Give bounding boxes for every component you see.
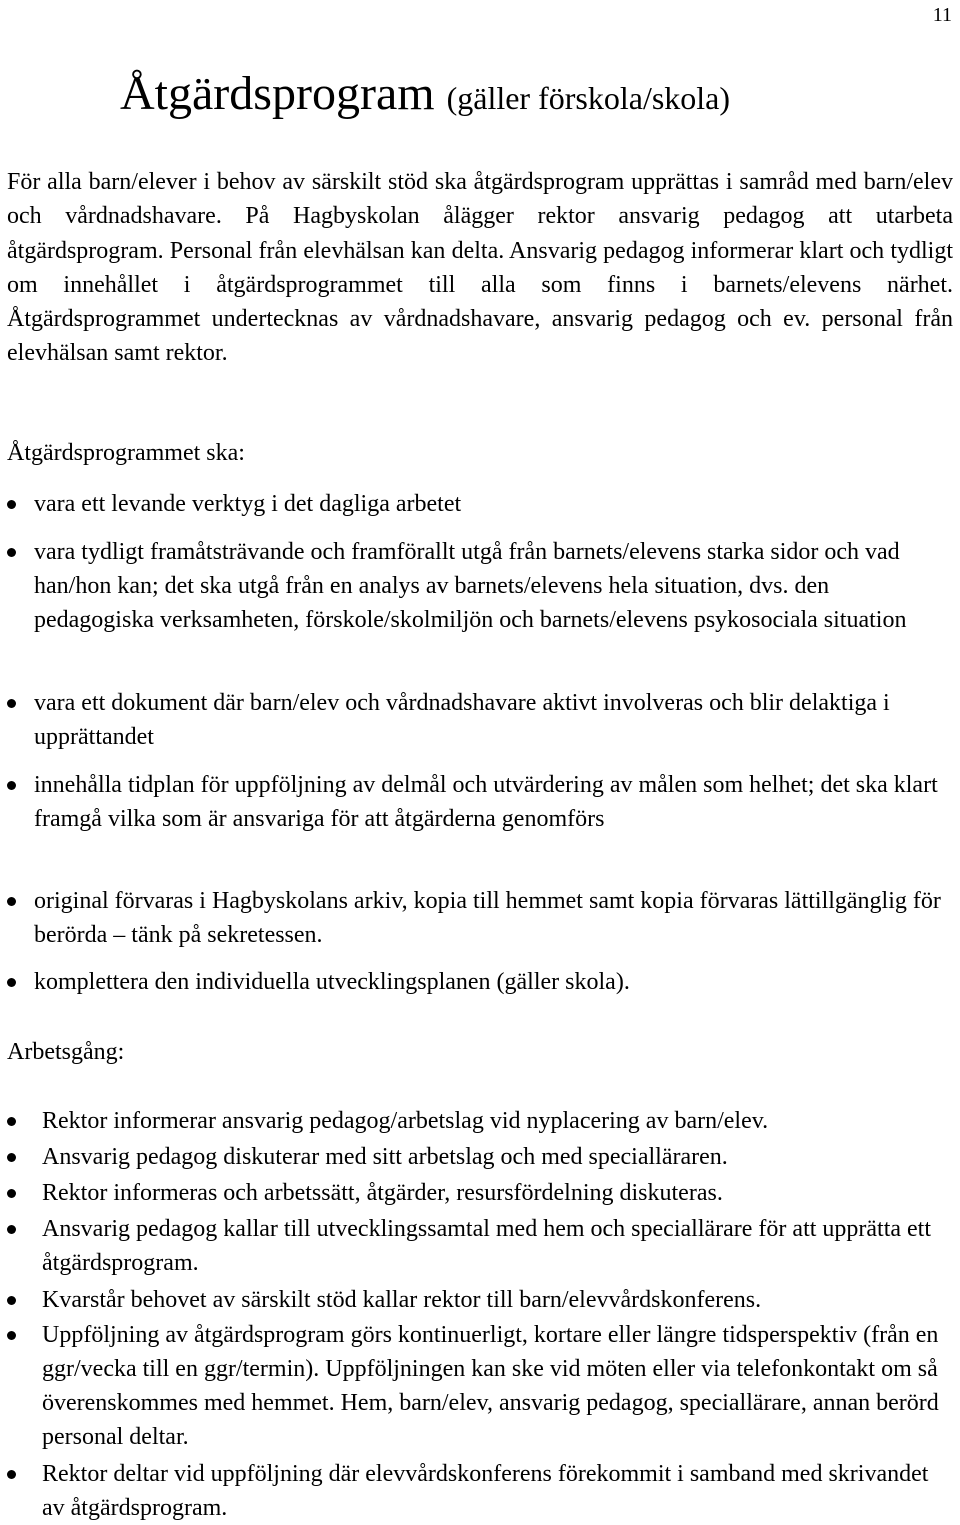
bullet-icon — [7, 500, 16, 509]
bullet-icon — [7, 781, 16, 790]
bullet-icon — [7, 1153, 16, 1162]
bullet-icon — [7, 1117, 16, 1126]
page-title — [120, 68, 730, 121]
title-main: Åtgärdsprogram — [120, 67, 435, 120]
list-item: Uppföljning av åtgärdsprogram görs kontinuerligt, kortare eller längre tidsperspektiv (från en ggr/vecka till en ggr/termin). Uppföljningen kan ske vid möten eller via telefonkontakt om så överenskommes med hemmet. Hem, barn/elev, ansvarig pedagog, speciallärare, annan berörd personal deltar. — [0, 1318, 955, 1454]
list-item: original förvaras i Hagbyskolans arkiv, kopia till hemmet samt kopia förvaras lättillgänglig för berörda – tänk på sekretessen. — [0, 884, 955, 952]
page-number: 11 — [932, 4, 952, 26]
list-item: Rektor deltar vid uppföljning där elevvårdskonferens förekommit i samband med skrivandet av åtgärdsprogram. — [0, 1457, 955, 1525]
bullet-icon — [7, 978, 16, 987]
list-item: Ansvarig pedagog diskuterar med sitt arbetslag och med specialläraren. — [0, 1140, 728, 1174]
list-item: Kvarstår behovet av särskilt stöd kallar rektor till barn/elevvårdskonferens. — [0, 1283, 761, 1317]
bullet-icon — [7, 699, 16, 708]
section-heading-arbetsgang: Arbetsgång: — [7, 1039, 125, 1065]
list-item: innehålla tidplan för uppföljning av delmål och utvärdering av målen som helhet; det ska klart framgå vilka som är ansvariga för att åtgärderna genomförs — [0, 768, 955, 836]
list-item: komplettera den individuella utvecklingsplanen (gäller skola). — [0, 965, 630, 999]
bullet-icon — [7, 1296, 16, 1305]
list-item: Rektor informeras och arbetssätt, åtgärder, resursfördelning diskuteras. — [0, 1176, 723, 1210]
bullet-icon — [7, 1225, 16, 1234]
list-item: Ansvarig pedagog kallar till utvecklingssamtal med hem och speciallärare för att upprätta ett åtgärdsprogram. — [0, 1212, 955, 1280]
list-item: vara ett levande verktyg i det dagliga arbetet — [0, 487, 461, 521]
bullet-icon — [7, 1470, 16, 1479]
section-heading-atgardsprogram: Åtgärdsprogrammet ska: — [7, 440, 245, 466]
bullet-icon — [7, 897, 16, 906]
list-item: vara tydligt framåtsträvande och framförallt utgå från barnets/elevens starka sidor och vad han/hon kan; det ska utgå från en analys av barnets/elevens hela situation, dvs. den pedagogiska verksamheten, förskole/skolmiljön och barnets/elevens psykosociala situation — [0, 535, 955, 637]
bullet-icon — [7, 1331, 16, 1340]
bullet-icon — [7, 1189, 16, 1198]
bullet-icon — [7, 548, 16, 557]
intro-paragraph: För alla barn/elever i behov av särskilt stöd ska åtgärdsprogram upprättas i samråd med barn/elev och vårdnadshavare. På Hagbyskolan ålägger rektor ansvarig pedagog att utarbeta åtgärdsprogram. Personal från elevhälsan kan delta. Ansvarig pedagog informerar klart och tydligt om innehållet i åtgärdsprogrammet till alla som finns i barnets/elevens närhet. Åtgärdsprogrammet undertecknas av vårdnadshavare, ansvarig pedagog och ev. personal från elevhälsan samt rektor. — [7, 169, 953, 367]
title-subtitle: (gäller förskola/skola) — [446, 80, 731, 116]
list-item: Rektor informerar ansvarig pedagog/arbetslag vid nyplacering av barn/elev. — [0, 1104, 768, 1138]
list-item: vara ett dokument där barn/elev och vårdnadshavare aktivt involveras och blir delaktiga i upprättandet — [0, 686, 955, 754]
